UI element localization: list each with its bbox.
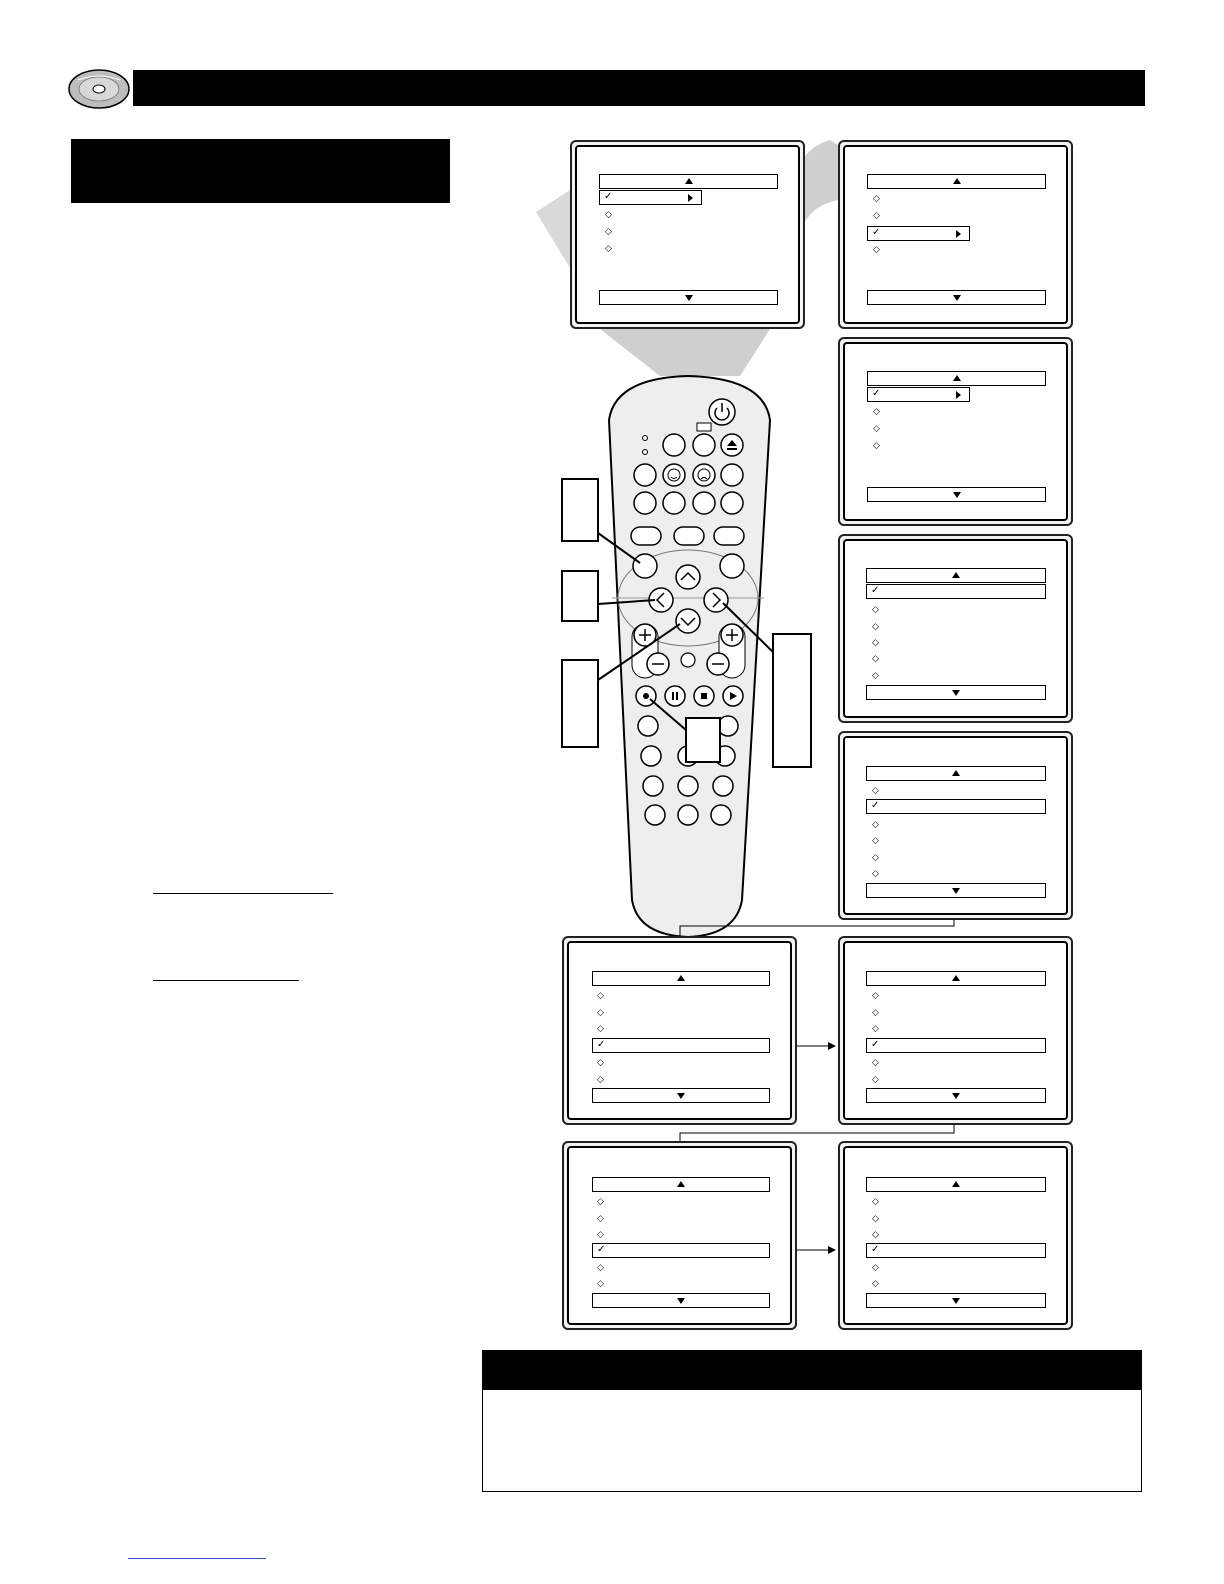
menu-scroll-down-bar <box>592 1088 770 1103</box>
sad-button <box>693 464 715 486</box>
diamond-bullet-icon: ◇ <box>872 1196 879 1206</box>
diamond-bullet-icon: ◇ <box>872 653 879 663</box>
up-arrow-icon <box>677 1181 685 1187</box>
diamond-bullet-icon: ◇ <box>597 1007 604 1017</box>
diamond-bullet-icon: ◇ <box>873 406 880 416</box>
diamond-bullet-icon: ◇ <box>872 604 879 614</box>
remote-button-4 <box>634 464 656 486</box>
remote-pill-2 <box>674 527 704 545</box>
beam-left <box>536 190 570 268</box>
number-key <box>638 716 658 736</box>
menu-scroll-down-bar <box>866 1088 1046 1103</box>
menu-selected-item <box>866 584 1046 599</box>
diamond-bullet-icon: ◇ <box>597 1057 604 1067</box>
power-button <box>709 399 735 425</box>
down-arrow-icon <box>677 1298 685 1304</box>
diamond-bullet-icon: ◇ <box>872 868 879 878</box>
step-callout-3 <box>562 660 598 747</box>
remote-button-right-top <box>720 554 744 578</box>
checkmark-icon: ✓ <box>872 227 881 238</box>
pause-icon <box>672 692 674 700</box>
diamond-bullet-icon: ◇ <box>873 423 880 433</box>
down-arrow-icon <box>685 295 693 301</box>
up-button <box>676 565 700 589</box>
menu-selected-item <box>592 1243 770 1258</box>
diamond-bullet-icon: ◇ <box>872 1278 879 1288</box>
diamond-bullet-icon: ◇ <box>605 226 612 236</box>
number-key <box>645 805 665 825</box>
menu-scroll-up-bar <box>867 371 1046 386</box>
menu-selected-item <box>866 1243 1046 1258</box>
plus-button-right <box>721 624 743 646</box>
down-button <box>676 609 700 633</box>
checkmark-icon: ✓ <box>597 1244 606 1255</box>
up-arrow-icon <box>952 770 960 776</box>
remote-button-7 <box>721 464 743 486</box>
up-arrow-icon <box>685 178 693 184</box>
down-arrow-icon <box>953 492 961 498</box>
checkmark-icon: ✓ <box>871 1244 880 1255</box>
remote-pill-1 <box>631 527 661 545</box>
diamond-bullet-icon: ◇ <box>597 1262 604 1272</box>
smiley-button <box>663 464 685 486</box>
menu-screen-5 <box>838 731 1073 920</box>
diamond-bullet-icon: ◇ <box>872 785 879 795</box>
diamond-bullet-icon: ◇ <box>872 1057 879 1067</box>
pause-button <box>665 686 685 706</box>
menu-scroll-down-bar <box>867 487 1046 502</box>
menu-screen-7 <box>838 936 1073 1125</box>
diamond-bullet-icon: ◇ <box>872 835 879 845</box>
diamond-bullet-icon: ◇ <box>872 637 879 647</box>
diamond-bullet-icon: ◇ <box>872 1023 879 1033</box>
menu-scroll-up-bar <box>866 568 1046 583</box>
number-key <box>643 776 663 796</box>
menu-scroll-down-bar <box>599 290 778 305</box>
up-arrow-icon <box>952 975 960 981</box>
checkmark-icon: ✓ <box>872 388 881 399</box>
menu-scroll-down-bar <box>866 1293 1046 1308</box>
right-button <box>704 588 728 612</box>
menu-scroll-up-bar <box>592 1177 770 1192</box>
remote-button-1 <box>663 434 685 456</box>
diamond-bullet-icon: ◇ <box>605 209 612 219</box>
record-icon <box>643 693 649 699</box>
menu-selected-item <box>867 226 970 241</box>
beam-remote <box>600 329 770 376</box>
menu-selected-item <box>599 190 702 205</box>
record-button <box>636 686 656 706</box>
menu-scroll-up-bar <box>866 1177 1046 1192</box>
menu-screen-9 <box>838 1141 1073 1330</box>
menu-scroll-down-bar <box>866 883 1046 898</box>
minus-button-left <box>647 653 669 675</box>
menu-scroll-down-bar <box>592 1293 770 1308</box>
menu-scroll-up-bar <box>866 766 1046 781</box>
down-arrow-icon <box>952 888 960 894</box>
diamond-bullet-icon: ◇ <box>872 1074 879 1084</box>
step-callout-5 <box>686 718 720 762</box>
stop-icon <box>701 693 707 699</box>
up-arrow-icon <box>677 975 685 981</box>
diamond-bullet-icon: ◇ <box>597 1023 604 1033</box>
down-arrow-icon <box>953 295 961 301</box>
diamond-bullet-icon: ◇ <box>597 1213 604 1223</box>
mute-button <box>681 653 695 667</box>
right-arrow-icon <box>688 194 693 202</box>
play-button <box>723 686 743 706</box>
diamond-bullet-icon: ◇ <box>872 621 879 631</box>
down-arrow-icon <box>952 1298 960 1304</box>
diamond-bullet-icon: ◇ <box>873 244 880 254</box>
menu-selected-item <box>867 387 970 402</box>
diamond-bullet-icon: ◇ <box>872 1262 879 1272</box>
menu-selected-item <box>592 1038 770 1053</box>
diamond-bullet-icon: ◇ <box>872 852 879 862</box>
remote-button-10 <box>693 492 715 514</box>
step-callout-4 <box>773 634 811 767</box>
diamond-bullet-icon: ◇ <box>597 990 604 1000</box>
number-key <box>641 746 661 766</box>
diamond-bullet-icon: ◇ <box>872 990 879 1000</box>
up-arrow-icon <box>952 1181 960 1187</box>
stop-button <box>694 686 714 706</box>
remote-button-9 <box>663 492 685 514</box>
menu-screen-1 <box>570 140 805 329</box>
number-key <box>678 805 698 825</box>
diamond-bullet-icon: ◇ <box>597 1074 604 1084</box>
down-arrow-icon <box>677 1093 685 1099</box>
diamond-bullet-icon: ◇ <box>873 440 880 450</box>
up-arrow-icon <box>952 572 960 578</box>
menu-scroll-up-bar <box>592 971 770 986</box>
diamond-bullet-icon: ◇ <box>872 819 879 829</box>
menu-screen-3 <box>838 337 1073 526</box>
menu-scroll-up-bar <box>866 971 1046 986</box>
checkmark-icon: ✓ <box>871 1039 880 1050</box>
diamond-bullet-icon: ◇ <box>605 243 612 253</box>
diamond-bullet-icon: ◇ <box>597 1229 604 1239</box>
menu-screen-6 <box>562 936 797 1125</box>
menu-scroll-down-bar <box>867 290 1046 305</box>
menu-screen-4 <box>838 534 1073 723</box>
menu-scroll-up-bar <box>867 174 1046 189</box>
down-arrow-icon <box>952 690 960 696</box>
up-arrow-icon <box>953 178 961 184</box>
up-arrow-icon <box>953 375 961 381</box>
number-key <box>713 776 733 796</box>
frame-icon <box>697 423 711 431</box>
right-arrow-icon <box>956 230 961 238</box>
down-arrow-icon <box>952 1093 960 1099</box>
step-callout-2 <box>562 571 598 621</box>
right-arrow-icon <box>956 391 961 399</box>
checkmark-icon: ✓ <box>604 191 613 202</box>
number-key <box>711 805 731 825</box>
diamond-bullet-icon: ◇ <box>873 210 880 220</box>
menu-screen-2 <box>838 140 1073 329</box>
diamond-bullet-icon: ◇ <box>872 1229 879 1239</box>
diamond-bullet-icon: ◇ <box>872 670 879 680</box>
checkmark-icon: ✓ <box>597 1039 606 1050</box>
remote-pill-3 <box>714 527 744 545</box>
diamond-bullet-icon: ◇ <box>872 1213 879 1223</box>
diamond-bullet-icon: ◇ <box>872 1007 879 1017</box>
step-callout-1 <box>562 479 598 541</box>
number-key <box>678 776 698 796</box>
menu-scroll-up-bar <box>599 174 778 189</box>
remote-button-2 <box>693 434 715 456</box>
checkmark-icon: ✓ <box>871 800 880 811</box>
menu-button <box>633 554 657 578</box>
menu-selected-item <box>866 799 1046 814</box>
diamond-bullet-icon: ◇ <box>597 1278 604 1288</box>
diamond-bullet-icon: ◇ <box>873 193 880 203</box>
remote-button-8 <box>634 492 656 514</box>
menu-screen-8 <box>562 1141 797 1330</box>
menu-selected-item <box>866 1038 1046 1053</box>
eject-button <box>721 434 743 456</box>
remote-button-11 <box>721 492 743 514</box>
diamond-bullet-icon: ◇ <box>597 1196 604 1206</box>
menu-scroll-down-bar <box>866 685 1046 700</box>
checkmark-icon: ✓ <box>871 585 880 596</box>
minus-button-right <box>707 653 729 675</box>
